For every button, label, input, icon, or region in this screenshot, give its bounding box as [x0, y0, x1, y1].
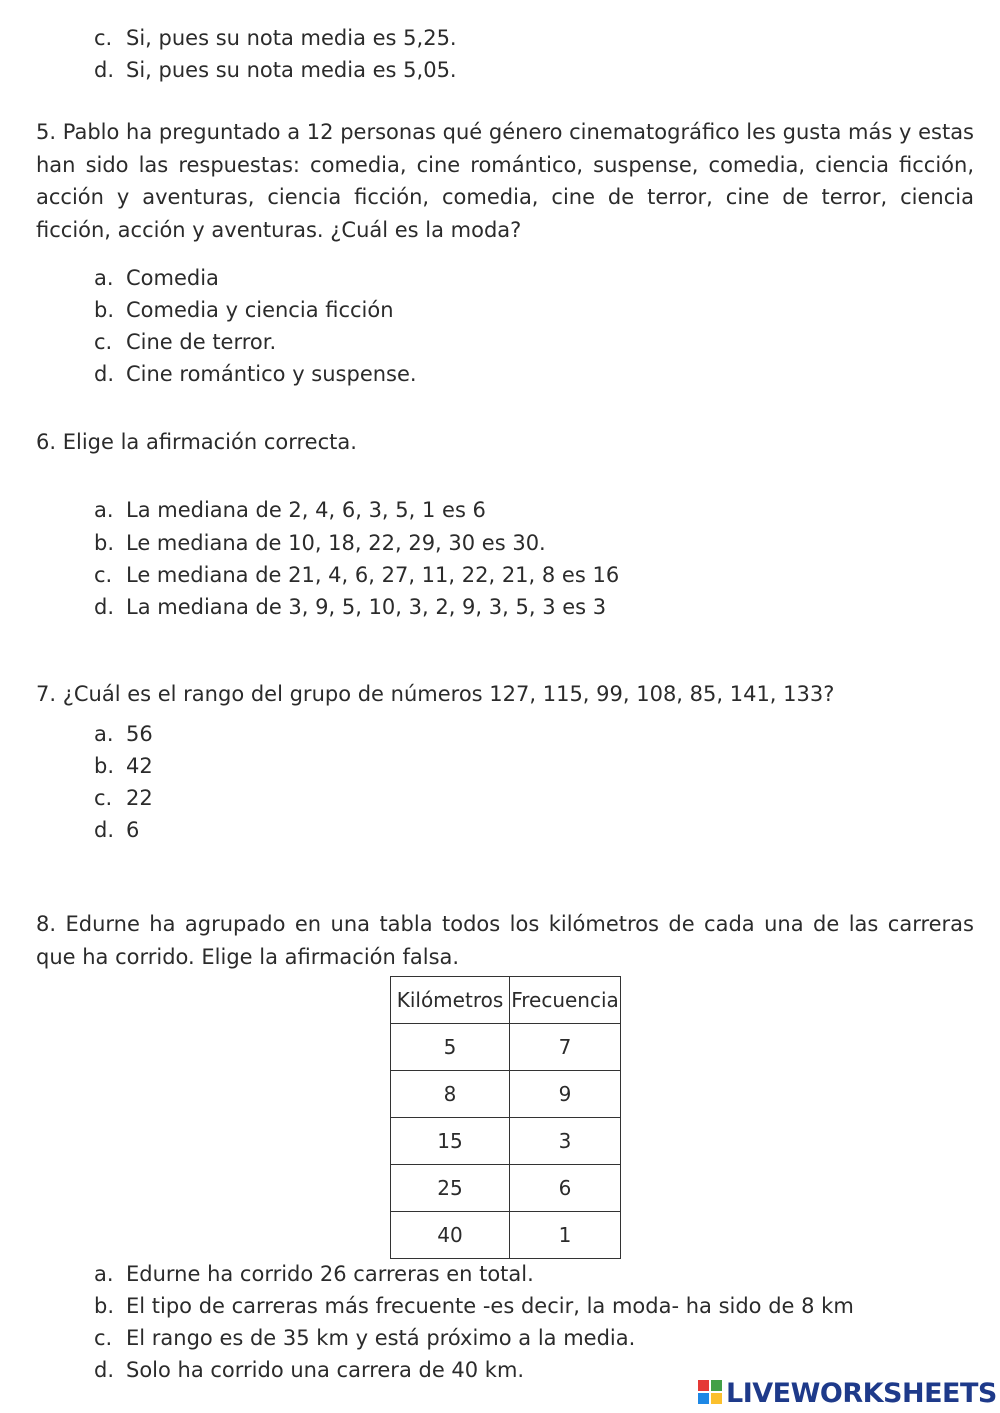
table-cell-km: 8 [391, 1071, 510, 1118]
option-text: Si, pues su nota media es 5,05. [126, 58, 457, 82]
option-text: El tipo de carreras más frecuente -es decir, la moda- ha sido de 8 km [126, 1294, 854, 1318]
q5-option-d [94, 358, 417, 390]
option-letter: b. [94, 754, 115, 778]
option-letter: b. [94, 531, 115, 555]
option-letter: c. [94, 1326, 113, 1350]
q7-question: 7. ¿Cuál es el rango del grupo de números 127, 115, 99, 108, 85, 141, 133? [36, 682, 835, 706]
option-letter: a. [94, 1262, 114, 1286]
q7-option-a [94, 718, 153, 750]
option-text: 56 [126, 722, 153, 746]
q5-option-a [94, 262, 219, 294]
q7-option-b [94, 750, 153, 782]
table-row [391, 1165, 621, 1212]
q7-option-d [94, 814, 139, 846]
table-cell-km: 25 [391, 1165, 510, 1212]
q5-option-c [94, 326, 276, 358]
q5-question: 5. Pablo ha preguntado a 12 personas qué género cinematográfico les gusta más y estas han sido las respuestas: comedia, cine romántico, suspense, comedia, ciencia ficción, acción y aventuras, ciencia ficción, comedia, cine de terror, cine de terror, ciencia ficción, acción y aventuras. ¿Cuál es la moda? [36, 120, 974, 242]
option-letter: c. [94, 786, 113, 810]
table-cell-freq: 6 [510, 1165, 621, 1212]
option-text: El rango es de 35 km y está próximo a la media. [126, 1326, 636, 1350]
q8-option-d [94, 1354, 524, 1386]
q8-question: 8. Edurne ha agrupado en una tabla todos los kilómetros de cada una de las carreras que ha corrido. Elige la afirmación falsa. [36, 912, 974, 969]
q6-option-a [94, 494, 486, 526]
option-text: Si, pues su nota media es 5,25. [126, 26, 457, 50]
option-letter: c. [94, 563, 113, 587]
option-text: 6 [126, 818, 140, 842]
table-cell-freq: 7 [510, 1024, 621, 1071]
option-letter: d. [94, 1358, 115, 1382]
option-text: 42 [126, 754, 153, 778]
q5-option-b [94, 294, 394, 326]
q6-option-b [94, 527, 546, 559]
option-text: Le mediana de 21, 4, 6, 27, 11, 22, 21, 8 es 16 [126, 563, 620, 587]
option-text: 22 [126, 786, 153, 810]
table-header-km: Kilómetros [391, 977, 510, 1024]
table-cell-freq: 3 [510, 1118, 621, 1165]
q8-option-c [94, 1322, 635, 1354]
q6-option-c [94, 559, 619, 591]
option-letter: b. [94, 1294, 115, 1318]
option-text: Cine de terror. [126, 330, 277, 354]
q4-option-c [94, 22, 457, 54]
option-letter: a. [94, 722, 114, 746]
q8-option-b [94, 1290, 854, 1322]
option-letter: c. [94, 330, 113, 354]
table-row [391, 1024, 621, 1071]
table-row [391, 1071, 621, 1118]
option-letter: d. [94, 58, 115, 82]
option-letter: c. [94, 26, 113, 50]
option-letter: d. [94, 595, 115, 619]
table-cell-km: 5 [391, 1024, 510, 1071]
option-text: Edurne ha corrido 26 carreras en total. [126, 1262, 534, 1286]
liveworksheets-brand: LIVEWORKSHEETS [726, 1378, 997, 1409]
table-cell-freq: 1 [510, 1212, 621, 1259]
option-letter: d. [94, 818, 115, 842]
q8-option-a [94, 1258, 534, 1290]
table-header-freq: Frecuencia [510, 977, 621, 1024]
table-row [391, 1212, 621, 1259]
table-cell-km: 15 [391, 1118, 510, 1165]
table-row [391, 1118, 621, 1165]
frequency-table [390, 976, 621, 1259]
option-text: La mediana de 2, 4, 6, 3, 5, 1 es 6 [126, 498, 486, 522]
option-letter: a. [94, 266, 114, 290]
q6-question: 6. Elige la afirmación correcta. [36, 430, 357, 454]
option-text: La mediana de 3, 9, 5, 10, 3, 2, 9, 3, 5, 3 es 3 [126, 595, 607, 619]
option-text: Comedia y ciencia ficción [126, 298, 394, 322]
option-letter: d. [94, 362, 115, 386]
q4-option-d [94, 54, 457, 86]
option-text: Solo ha corrido una carrera de 40 km. [126, 1358, 525, 1382]
option-text: Cine romántico y suspense. [126, 362, 417, 386]
option-letter: a. [94, 498, 114, 522]
q7-option-c [94, 782, 153, 814]
liveworksheets-logo-icon [698, 1380, 722, 1404]
q6-option-d [94, 591, 606, 623]
table-header-row [391, 977, 621, 1024]
option-text: Comedia [126, 266, 219, 290]
table-cell-freq: 9 [510, 1071, 621, 1118]
option-text: Le mediana de 10, 18, 22, 29, 30 es 30. [126, 531, 546, 555]
table-cell-km: 40 [391, 1212, 510, 1259]
option-letter: b. [94, 298, 115, 322]
